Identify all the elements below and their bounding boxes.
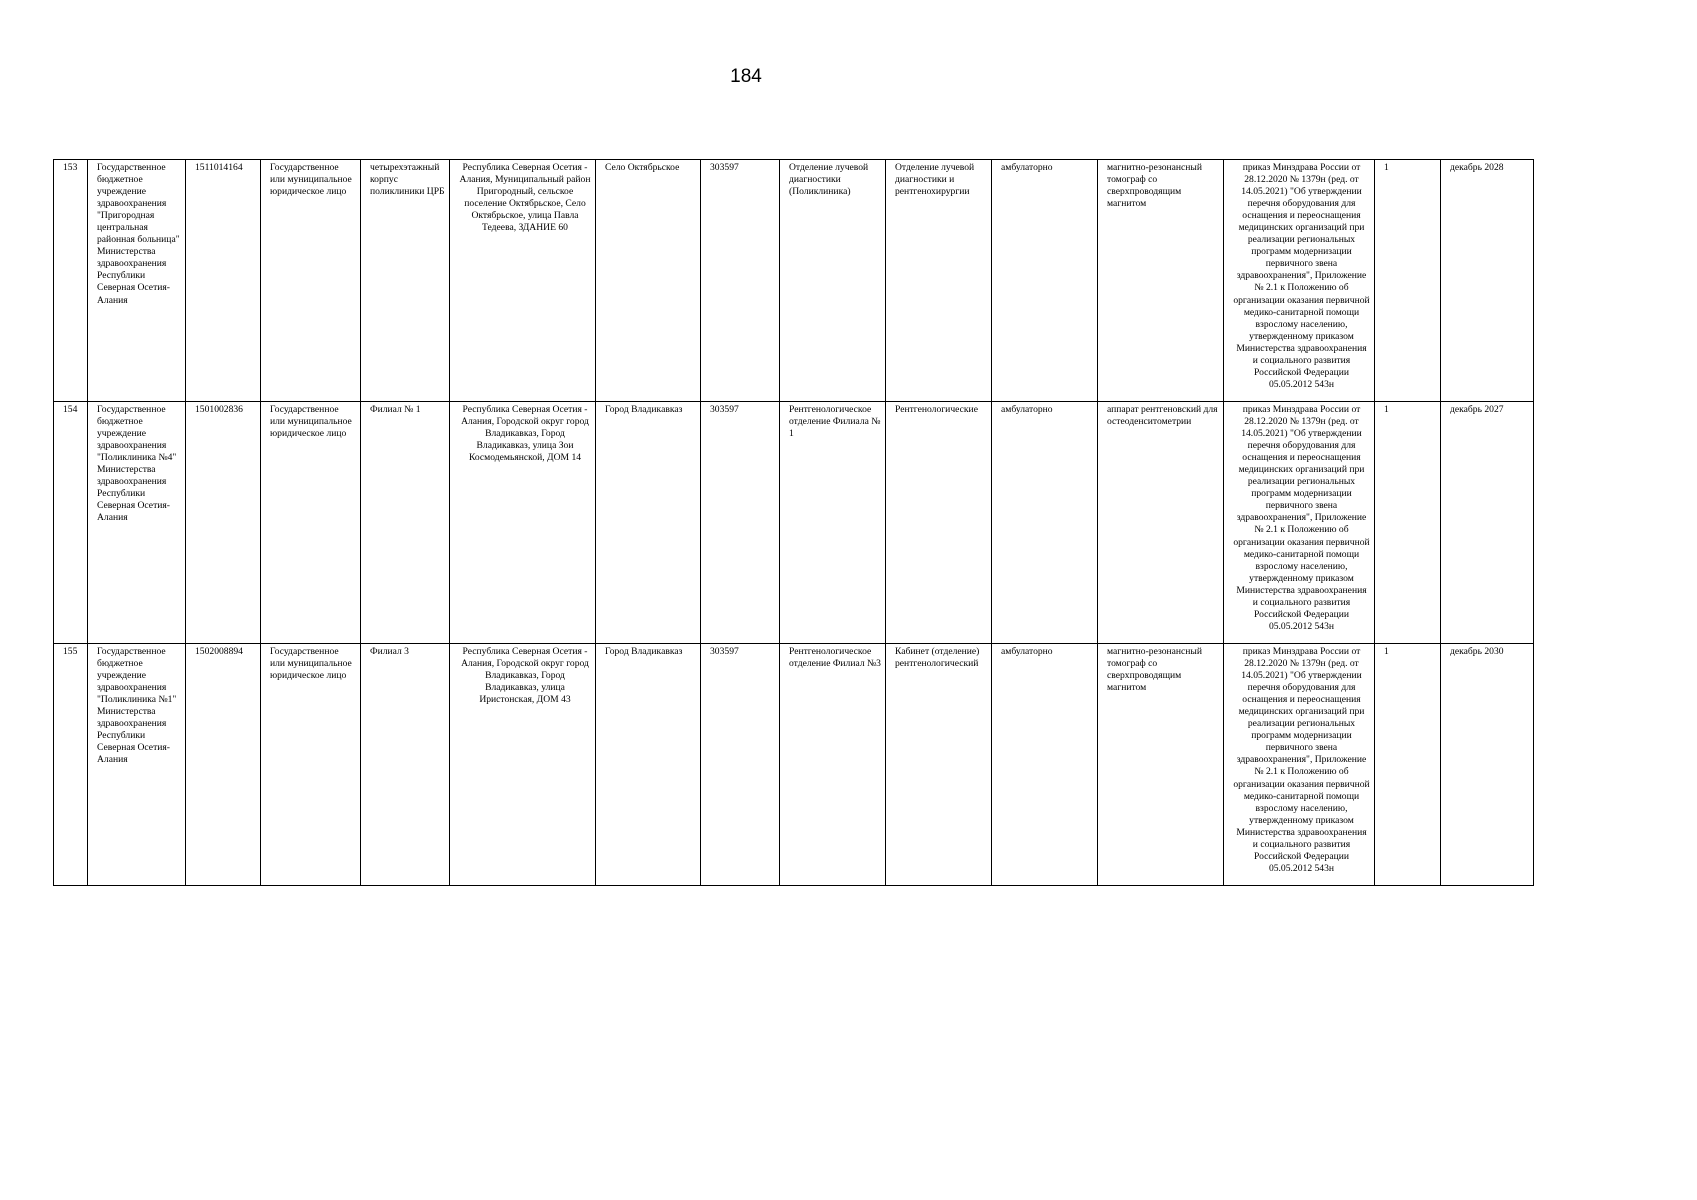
- subdivision-type: Отделение лучевой диагностики и рентгенохирургии: [886, 160, 992, 402]
- building-name: четырехэтажный корпус поликлиники ЦРБ: [361, 160, 450, 402]
- unit-name: Рентгенологическое отделение Филиала № 1: [780, 402, 886, 644]
- building-name: Филиал 3: [361, 644, 450, 886]
- address: Республика Северная Осетия - Алания, Муниципальный район Пригородный, сельское поселение Октябрьское, Село Октябрьское, улица Павла Тедеева, ЗДАНИЕ 60: [450, 160, 596, 402]
- table-row: [54, 160, 1534, 402]
- page-number: 184: [730, 66, 762, 87]
- organization-inn: 1502008894: [186, 644, 261, 886]
- care-form: амбулаторно: [992, 402, 1098, 644]
- care-form: амбулаторно: [992, 644, 1098, 886]
- code: 303597: [701, 402, 780, 644]
- quantity: 1: [1375, 160, 1441, 402]
- unit-name: Рентгенологическое отделение Филиал №3: [780, 644, 886, 886]
- code: 303597: [701, 644, 780, 886]
- organization-form: Государственное или муниципальное юридическое лицо: [261, 402, 361, 644]
- address: Республика Северная Осетия - Алания, Городской округ город Владикавказ, Город Владикавказ, улица Зои Космодемьянской, ДОМ 14: [450, 402, 596, 644]
- table-row: [54, 644, 1534, 886]
- subdivision-type: Кабинет (отделение) рентгенологический: [886, 644, 992, 886]
- quantity: 1: [1375, 402, 1441, 644]
- row-number: 154: [54, 402, 88, 644]
- organization-name: Государственное бюджетное учреждение здравоохранения "Поликлиника №1" Министерства здравоохранения Республики Северная Осетия-Алания: [88, 644, 186, 886]
- unit-name: Отделение лучевой диагностики (Поликлиника): [780, 160, 886, 402]
- equipment-name: магнитно-резонансный томограф со сверхпроводящим магнитом: [1098, 644, 1224, 886]
- deadline-date: декабрь 2027: [1441, 402, 1534, 644]
- locality: Город Владикавказ: [596, 644, 701, 886]
- row-number: 155: [54, 644, 88, 886]
- legal-basis: приказ Минздрава России от 28.12.2020 № 1379н (ред. от 14.05.2021) "Об утверждении перечня оборудования для оснащения и переоснащения медицинских организаций при реализации региональных программ модернизации первичного звена здравоохранения", Приложение № 2.1 к Положению об организации оказания первичной медико-санитарной помощи взрослому населению, утвержденному приказом Министерства здравоохранения и социального развития Российской Федерации 05.05.2012 543н: [1224, 402, 1375, 644]
- table-row: [54, 402, 1534, 644]
- legal-basis: приказ Минздрава России от 28.12.2020 № 1379н (ред. от 14.05.2021) "Об утверждении перечня оборудования для оснащения и переоснащения медицинских организаций при реализации региональных программ модернизации первичного звена здравоохранения", Приложение № 2.1 к Положению об организации оказания первичной медико-санитарной помощи взрослому населению, утвержденному приказом Министерства здравоохранения и социального развития Российской Федерации 05.05.2012 543н: [1224, 160, 1375, 402]
- equipment-name: магнитно-резонансный томограф со сверхпроводящим магнитом: [1098, 160, 1224, 402]
- locality: Село Октябрьское: [596, 160, 701, 402]
- organization-form: Государственное или муниципальное юридическое лицо: [261, 160, 361, 402]
- care-form: амбулаторно: [992, 160, 1098, 402]
- organization-name: Государственное бюджетное учреждение здравоохранения "Пригородная центральная районная больница" Министерства здравоохранения Республики Северная Осетия-Алания: [88, 160, 186, 402]
- quantity: 1: [1375, 644, 1441, 886]
- row-number: 153: [54, 160, 88, 402]
- code: 303597: [701, 160, 780, 402]
- organization-form: Государственное или муниципальное юридическое лицо: [261, 644, 361, 886]
- subdivision-type: Рентгенологические: [886, 402, 992, 644]
- equipment-name: аппарат рентгеновский для остеоденситометрии: [1098, 402, 1224, 644]
- building-name: Филиал № 1: [361, 402, 450, 644]
- locality: Город Владикавказ: [596, 402, 701, 644]
- equipment-registry-table: [53, 159, 1534, 886]
- organization-inn: 1501002836: [186, 402, 261, 644]
- legal-basis: приказ Минздрава России от 28.12.2020 № 1379н (ред. от 14.05.2021) "Об утверждении перечня оборудования для оснащения и переоснащения медицинских организаций при реализации региональных программ модернизации первичного звена здравоохранения", Приложение № 2.1 к Положению об организации оказания первичной медико-санитарной помощи взрослому населению, утвержденному приказом Министерства здравоохранения и социального развития Российской Федерации 05.05.2012 543н: [1224, 644, 1375, 886]
- organization-name: Государственное бюджетное учреждение здравоохранения "Поликлиника №4" Министерства здравоохранения Республики Северная Осетия-Алания: [88, 402, 186, 644]
- address: Республика Северная Осетия - Алания, Городской округ город Владикавказ, Город Владикавказ, улица Иристонская, ДОМ 43: [450, 644, 596, 886]
- deadline-date: декабрь 2030: [1441, 644, 1534, 886]
- organization-inn: 1511014164: [186, 160, 261, 402]
- deadline-date: декабрь 2028: [1441, 160, 1534, 402]
